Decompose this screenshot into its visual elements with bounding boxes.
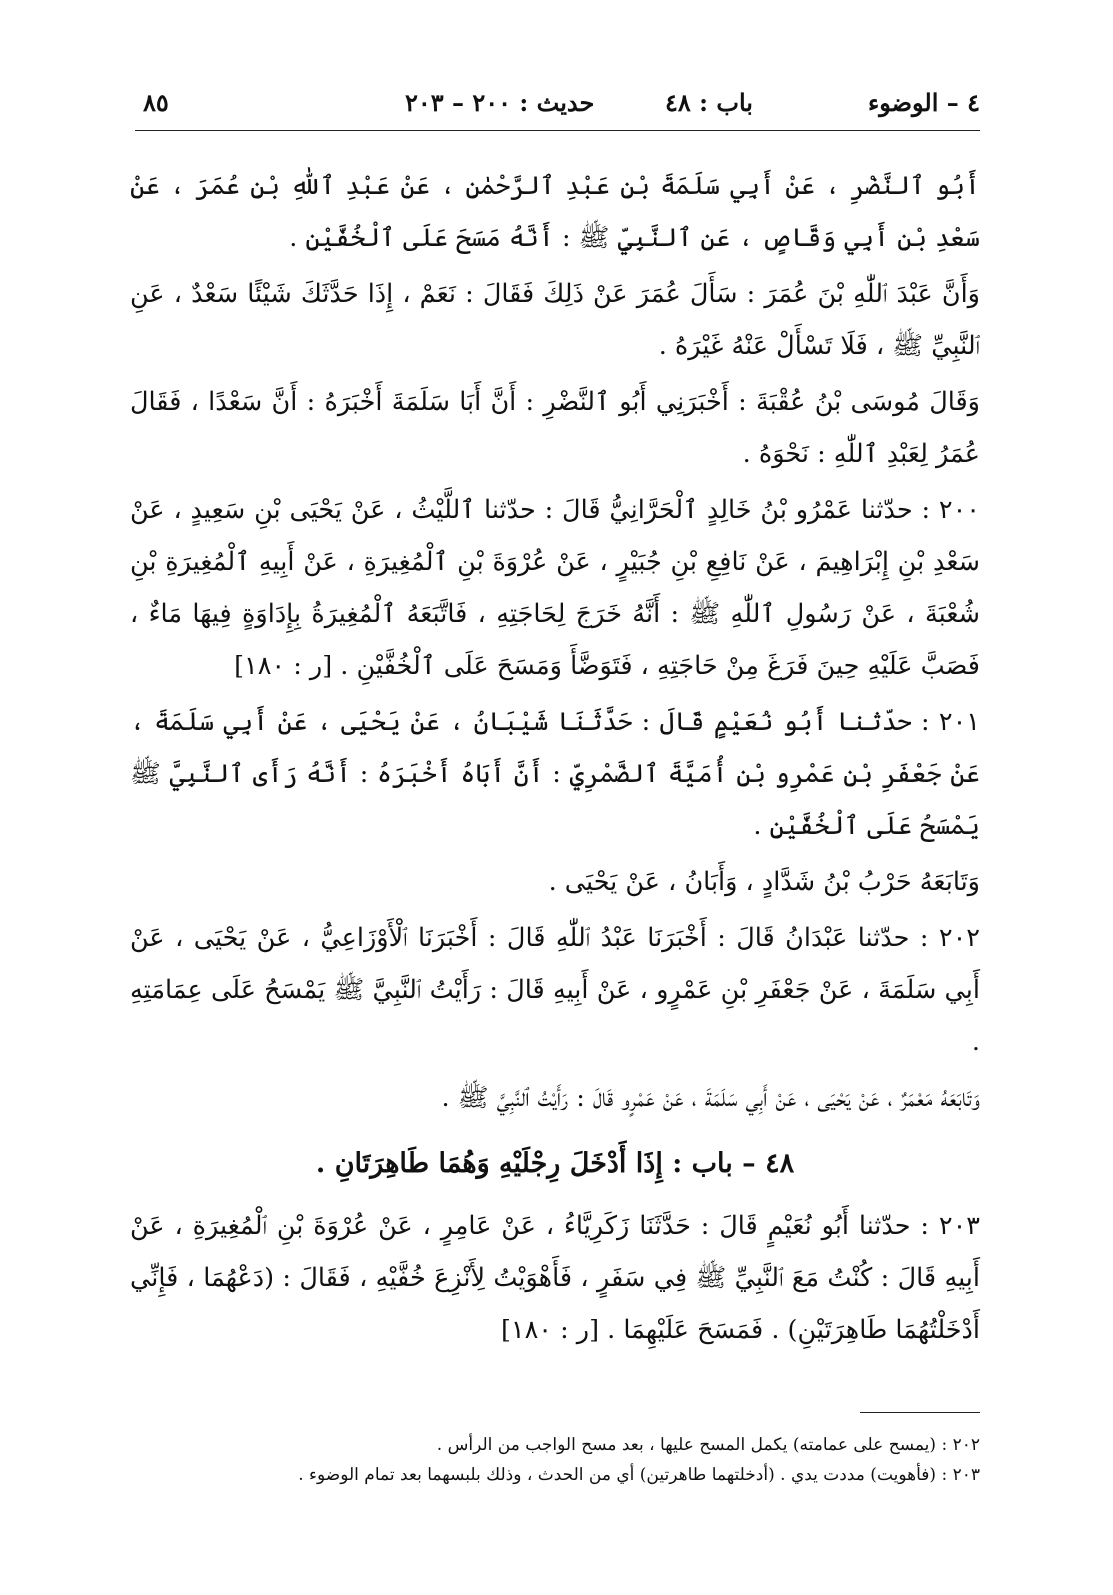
paragraph: وَتَابَعَهُ حَرْبُ بْنُ شَدَّادٍ ، وَأَبَانُ ، عَنْ يَحْيَى . bbox=[548, 867, 980, 897]
header-chapter: ٤ – الوضوء bbox=[867, 88, 980, 117]
hadith-200: ٢٠٠ : حدّثنا عَمْرُو بْنُ خَالِدٍ ٱلْحَرَّانِيُّ قَالَ : حدّثنا ٱللَّيْثُ ، عَنْ يَحْيَى بْنِ سَعِيدٍ ، عَنْ سَعْدِ بْنِ إِبْرَاهِيمَ ، عَنْ نَافِعِ بْنِ جُبَيْرٍ ، عَنْ عُرْوَةَ بْنِ ٱلْمُغِيرَةِ ، عَنْ أَبِيهِ ٱلْمُغِيرَةِ بْنِ شُعْبَةَ ، عَنْ رَسُولِ ٱللّٰهِ ﷺ : أَنَّهُ خَرَجَ لِحَاجَتِهِ ، فَاتَّبَعَهُ ٱلْمُغِيرَةُ بِإِدَاوَةٍ فِيهَا مَاءٌ ، فَصَبَّ عَلَيْهِ حِينَ فَرَغَ مِنْ حَاجَتِهِ ، فَتَوَضَّأَ وَمَسَحَ عَلَى ٱلْخُفَّيْنِ . [ر : ١٨٠] bbox=[130, 495, 980, 681]
page-number: ٨٥ bbox=[143, 88, 169, 117]
hadith-201: ٢٠١ : حدّثنا أَبُو نُعَيْمٍ قَالَ : حَدَّثَنَا شَيْبَانُ ، عَنْ يَحْيَى ، عَنْ أَبِي سَلَمَةَ ، عَنْ جَعْفَرِ بْنِ عَمْرِو بْنِ أُمَيَّةَ ٱلضَّمْرِيِّ : أَنَّ أَبَاهُ أَخْبَرَهُ : أَنَّهُ رَأَى ٱلنَّبِيَّ ﷺ يَمْسَحُ عَلَى ٱلْخُفَّيْنِ . bbox=[130, 707, 980, 841]
footnotes bbox=[130, 1430, 980, 1490]
paragraph: وَتَابَعَهُ مَعْمَرٌ ، عَنْ يَحْيَى ، عَنْ أَبِي سَلَمَةَ ، عَنْ عَمْرٍو قَالَ : رَأَيْتُ ٱلنَّبِيَّ ﷺ . bbox=[441, 1083, 980, 1113]
hadith-202: ٢٠٢ : حدّثنا عَبْدَانُ قَالَ : أَخْبَرَنَا عَبْدُ ٱللّٰهِ قَالَ : أَخْبَرَنَا ٱلْأَوْزَاعِيُّ ، عَنْ يَحْيَى ، عَنْ أَبِي سَلَمَةَ ، عَنْ جَعْفَرِ بْنِ عَمْرٍو ، عَنْ أَبِيهِ قَالَ : رَأَيْتُ ٱلنَّبِيَّ ﷺ يَمْسَحُ عَلَى عِمَامَتِهِ . bbox=[130, 923, 980, 1057]
paragraph: وَأَنَّ عَبْدَ ٱللّٰهِ بْنَ عُمَرَ : سَأَلَ عُمَرَ عَنْ ذَلِكَ فَقَالَ : نَعَمْ ، إِذَا حَدَّثَكَ شَيْئًا سَعْدٌ ، عَنِ ٱلنَّبِيِّ ﷺ ، فَلَا تَسْأَلْ عَنْهُ غَيْرَهُ . bbox=[130, 279, 980, 361]
running-header bbox=[135, 86, 980, 120]
header-bab: باب : ٤٨ bbox=[665, 88, 753, 117]
header-divider bbox=[135, 130, 980, 131]
chapter-heading: ٤٨ – باب : إِذَا أَدْخَلَ رِجْلَيْهِ وَهُمَا طَاهِرَتَانِ . bbox=[315, 1148, 795, 1179]
hadith-203: ٢٠٣ : حدّثنا أَبُو نُعَيْمٍ قَالَ : حَدَّثَنَا زَكَرِيَّاءُ ، عَنْ عَامِرٍ ، عَنْ عُرْوَةَ بْنِ ٱلْمُغِيرَةِ ، عَنْ أَبِيهِ قَالَ : كُنْتُ مَعَ ٱلنَّبِيِّ ﷺ فِي سَفَرٍ ، فَأَهْوَيْتُ لِأَنْزِعَ خُفَّيْهِ ، فَقَالَ : (دَعْهُمَا ، فَإِنِّي أَدْخَلْتُهُمَا طَاهِرَتَيْنِ) . فَمَسَحَ عَلَيْهِمَا . [ر : ١٨٠] bbox=[130, 1211, 980, 1345]
footnote: ٢٠٣ : (فأهويت) مددت يدي . (أدخلتهما طاهرتين) أي من الحدث ، وذلك بلبسهما بعد تمام الوضوء . bbox=[298, 1465, 980, 1485]
footnote: ٢٠٢ : (يمسح على عمامته) يكمل المسح عليها ، بعد مسح الواجب من الرأس . bbox=[436, 1435, 980, 1455]
paragraph: أَبُو ٱلنَّضْرِ ، عَنْ أَبِي سَلَمَةَ بْنِ عَبْدِ ٱلرَّحْمٰنِ ، عَنْ عَبْدِ ٱللّٰهِ بْنِ عُمَرَ ، عَنْ سَعْدِ بْنِ أَبِي وَقَّاصٍ ، عَنِ ٱلنَّبِيِّ ﷺ : أَنَّهُ مَسَحَ عَلَى ٱلْخُفَّيْنِ . bbox=[130, 171, 980, 253]
header-hadith-range: حديث : ٢٠٠ – ٢٠٣ bbox=[405, 88, 595, 117]
main-text bbox=[130, 160, 980, 1360]
paragraph: وَقَالَ مُوسَى بْنُ عُقْبَةَ : أَخْبَرَنِي أَبُو ٱلنَّضْرِ : أَنَّ أَبَا سَلَمَةَ أَخْبَرَهُ : أَنَّ سَعْدًا ، فَقَالَ عُمَرُ لِعَبْدِ ٱللّٰهِ : نَحْوَهُ . bbox=[130, 387, 980, 469]
footnote-divider bbox=[860, 1412, 980, 1413]
